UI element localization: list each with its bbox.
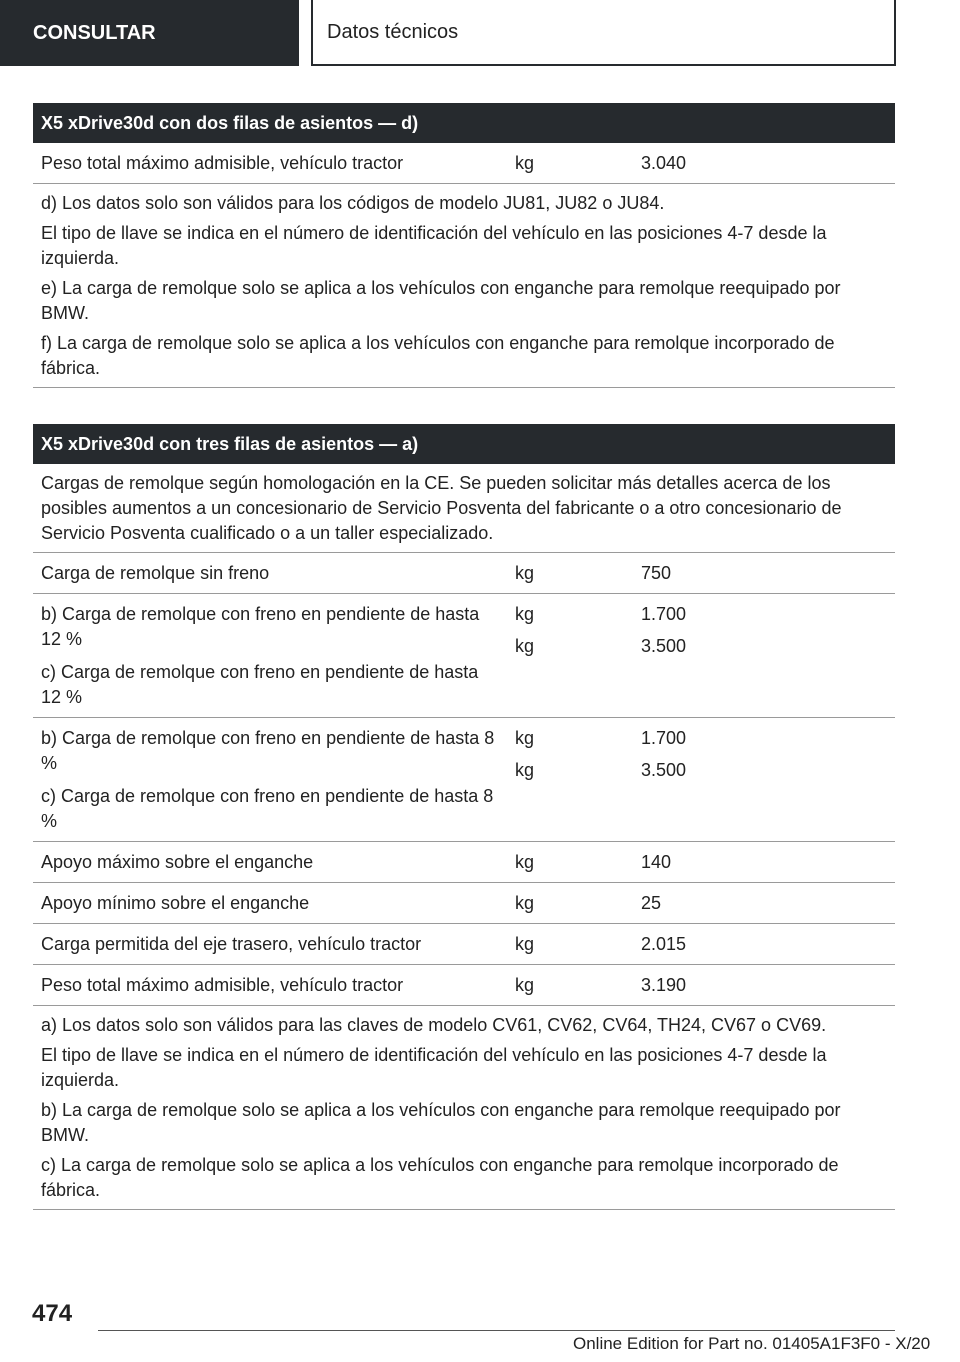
row-label: Peso total máximo admisible, vehículo tractor (41, 153, 404, 173)
footnote: a) Los datos solo son válidos para las claves de modelo CV61, CV62, CV64, TH24, CV67 o CV69. (41, 1015, 827, 1035)
table-row (33, 883, 895, 924)
row-unit (507, 594, 633, 717)
row-label (33, 718, 507, 841)
table-row (33, 842, 895, 883)
intro-text: Cargas de remolque según homologación en la CE. Se pueden solicitar más detalles acerca de los posibles aumentos a un concesionario de Servicio Posventa del fabricante o a otro concesionario de Servicio Posventa cualificado o a un taller especializado. (41, 473, 842, 543)
footnote: El tipo de llave se indica en el número de identificación del vehículo en las posiciones 4-7 desde la izquierda. (41, 1045, 827, 1090)
table-row (33, 718, 895, 842)
row-value: 25 (641, 893, 662, 913)
row-unit: kg (515, 975, 535, 995)
row-value-b: 1.700 (641, 728, 687, 748)
row-label (33, 594, 507, 717)
page-number: 474 (32, 1300, 73, 1327)
row-unit-b: kg (515, 604, 535, 624)
footnote: El tipo de llave se indica en el número de identificación del vehículo en las posiciones 4-7 desde la izquierda. (41, 223, 827, 268)
row-value: 140 (641, 852, 672, 872)
footnote: e) La carga de remolque solo se aplica a los vehículos con enganche para remolque reequipado por BMW. (41, 278, 841, 323)
row-label: Apoyo mínimo sobre el enganche (41, 893, 310, 913)
row-value (633, 718, 895, 841)
row-value: 750 (641, 563, 672, 583)
row-value: 3.040 (641, 153, 687, 173)
footnotes (33, 184, 895, 388)
row-label: Carga de remolque sin freno (41, 563, 270, 583)
row-value-b: 1.700 (641, 604, 687, 624)
footnote: c) La carga de remolque solo se aplica a los vehículos con enganche para remolque incorporado de fábrica. (41, 1155, 839, 1200)
footnote: f) La carga de remolque solo se aplica a los vehículos con enganche para remolque incorporado de fábrica. (41, 333, 835, 378)
row-unit-b: kg (515, 728, 535, 748)
row-label-b: b) Carga de remolque con freno en pendiente de hasta 8 % (41, 728, 495, 773)
row-unit: kg (515, 153, 535, 173)
row-unit: kg (515, 852, 535, 872)
row-value-c: 3.500 (641, 760, 687, 780)
row-label-b: b) Carga de remolque con freno en pendiente de hasta 12 % (41, 604, 480, 649)
row-unit: kg (515, 934, 535, 954)
row-unit: kg (515, 893, 535, 913)
page-title (311, 0, 896, 66)
table-row (33, 594, 895, 718)
row-value (633, 594, 895, 717)
row-unit-c: kg (515, 636, 535, 656)
footer-divider (98, 1330, 895, 1331)
edition-note: Online Edition for Part no. 01405A1F3F0 - X/20 (573, 1334, 931, 1353)
footnote: d) Los datos solo son válidos para los códigos de modelo JU81, JU82 o JU84. (41, 193, 665, 213)
table-heading: X5 xDrive30d con tres filas de asientos — a) (33, 424, 895, 464)
row-value: 3.190 (641, 975, 687, 995)
page-title-text: Datos técnicos (327, 20, 459, 43)
table-row (33, 553, 895, 594)
row-unit (507, 718, 633, 841)
row-value: 2.015 (641, 934, 687, 954)
section-tab-label: CONSULTAR (33, 21, 156, 44)
table-heading: X5 xDrive30d con dos filas de asientos — d) (33, 103, 895, 143)
table-two-rows (33, 103, 895, 388)
row-label: Carga permitida del eje trasero, vehículo tractor (41, 934, 422, 954)
table-intro (33, 464, 895, 553)
footnote: b) La carga de remolque solo se aplica a los vehículos con enganche para remolque reequipado por BMW. (41, 1100, 841, 1145)
row-value-c: 3.500 (641, 636, 687, 656)
row-label: Apoyo máximo sobre el enganche (41, 852, 314, 872)
section-tab[interactable] (0, 0, 299, 66)
table-row (33, 965, 895, 1006)
row-unit: kg (515, 563, 535, 583)
row-label-c: c) Carga de remolque con freno en pendiente de hasta 12 % (41, 662, 479, 707)
table-three-rows (33, 424, 895, 1210)
row-label-c: c) Carga de remolque con freno en pendiente de hasta 8 % (41, 786, 494, 831)
table-row (33, 924, 895, 965)
table-row (33, 143, 895, 184)
row-unit-c: kg (515, 760, 535, 780)
footnotes (33, 1006, 895, 1210)
row-label: Peso total máximo admisible, vehículo tractor (41, 975, 404, 995)
